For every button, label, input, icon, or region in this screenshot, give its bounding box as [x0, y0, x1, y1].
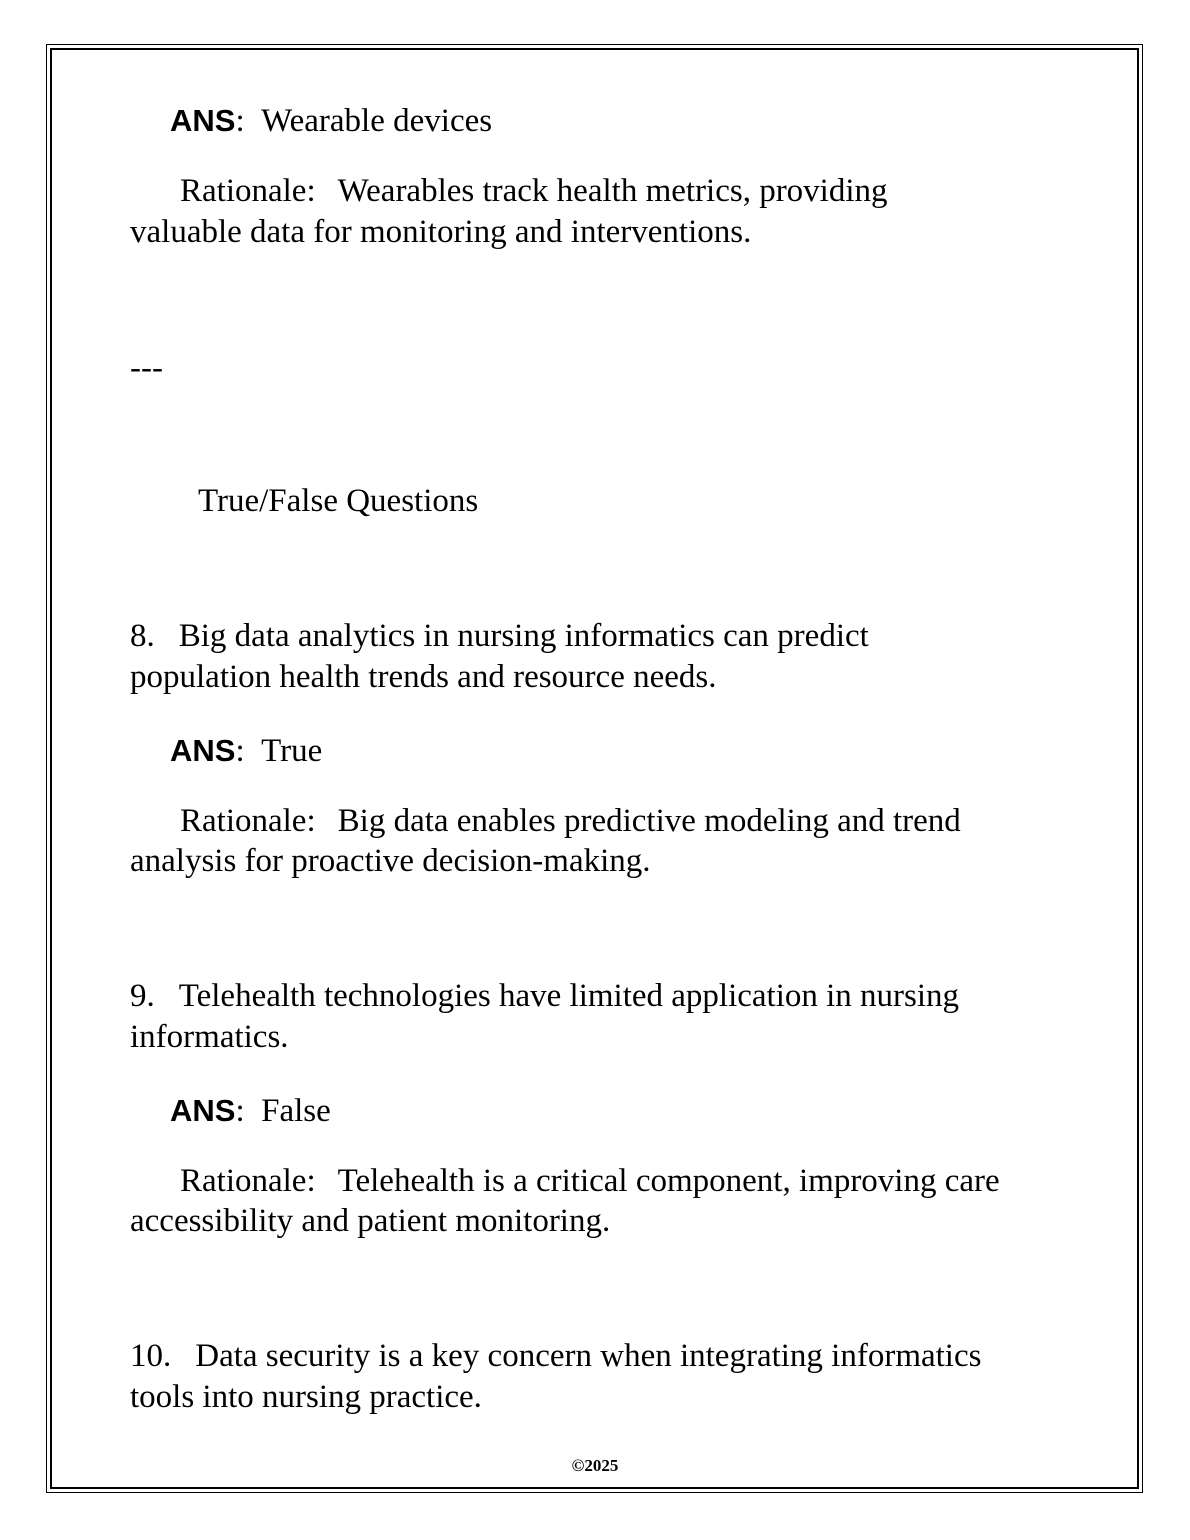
rationale-line: [130, 801, 961, 842]
question-10: [130, 1336, 981, 1377]
question-text: Data security is a key concern when integrating informatics: [195, 1338, 982, 1374]
copyright-footer: ©2025: [571, 1456, 619, 1475]
answer-line: ANS: Wearable devices: [170, 103, 493, 139]
rationale-label: Rationale:: [180, 173, 316, 209]
question-text-continued: population health trends and resource needs.: [130, 659, 717, 695]
rationale-text-continued: analysis for proactive decision-making.: [130, 843, 651, 879]
question-8: [130, 616, 869, 657]
rationale-line: [130, 171, 888, 212]
section-heading: True/False Questions: [198, 483, 479, 519]
rationale-label: Rationale:: [180, 1163, 316, 1199]
rationale-line: [130, 1161, 1000, 1202]
answer-line: ANS: True: [170, 733, 323, 769]
answer-label: ANS: [170, 103, 236, 138]
question-number: 10.: [130, 1338, 172, 1374]
rationale-text-continued: accessibility and patient monitoring.: [130, 1203, 611, 1239]
question-number: 8.: [130, 618, 155, 654]
separator: ---: [130, 350, 163, 386]
question-number: 9.: [130, 978, 155, 1014]
answer-value: False: [261, 1093, 331, 1129]
question-text: Big data analytics in nursing informatics can predict: [178, 618, 869, 654]
answer-label: ANS: [170, 733, 236, 768]
rationale-text: Big data enables predictive modeling and trend: [337, 803, 961, 839]
answer-line: ANS: False: [170, 1093, 331, 1129]
answer-label: ANS: [170, 1093, 236, 1128]
rationale-text-continued: valuable data for monitoring and interventions.: [130, 214, 752, 250]
rationale-text: Wearables track health metrics, providing: [337, 173, 888, 209]
question-9: [130, 976, 959, 1017]
rationale-label: Rationale:: [180, 803, 316, 839]
rationale-text: Telehealth is a critical component, improving care: [337, 1163, 1000, 1199]
question-text: Telehealth technologies have limited application in nursing: [178, 978, 960, 1014]
answer-value: Wearable devices: [261, 103, 493, 139]
question-text-continued: informatics.: [130, 1019, 289, 1055]
question-text-continued: tools into nursing practice.: [130, 1379, 482, 1415]
answer-value: True: [261, 733, 323, 769]
